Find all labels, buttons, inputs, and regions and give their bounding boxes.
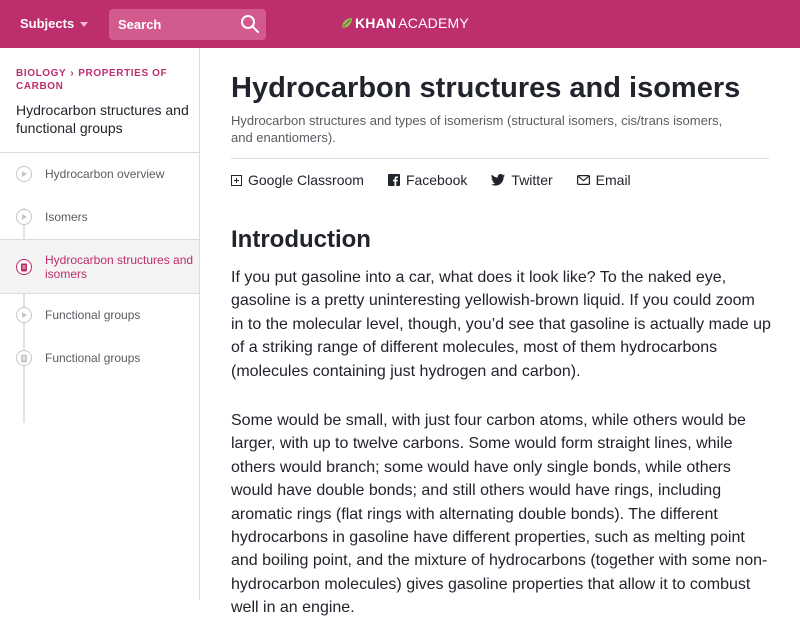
play-icon bbox=[16, 307, 32, 323]
sidebar-item-label: Hydrocarbon overview bbox=[45, 167, 165, 181]
twitter-label: Twitter bbox=[511, 172, 553, 188]
breadcrumb-biology[interactable]: BIOLOGY bbox=[16, 68, 67, 79]
sidebar-item-functional-groups-video[interactable] bbox=[0, 294, 199, 337]
page-subtitle: Hydrocarbon structures and types of isomerism (structural isomers, cis/trans isomers, and enantiomers). bbox=[231, 113, 723, 145]
search-placeholder: Search bbox=[118, 17, 162, 32]
search-input[interactable] bbox=[109, 9, 266, 40]
facebook-button[interactable] bbox=[388, 172, 467, 188]
title-divider bbox=[231, 158, 769, 159]
article-icon bbox=[16, 259, 32, 275]
logo-khan-text: KHAN bbox=[355, 15, 397, 31]
search-icon[interactable] bbox=[240, 14, 260, 34]
sidebar-item-label: Isomers bbox=[45, 210, 88, 224]
share-bar bbox=[231, 172, 655, 188]
play-icon bbox=[16, 209, 32, 225]
email-icon bbox=[577, 175, 590, 185]
intro-paragraph-1: If you put gasoline into a car, what does it look like? To the naked eye, gasoline is a pretty uninteresting yellowish-brown liquid. If you could zoom in to the molecular level, though, you’d see that gasoline is actually made up of a striking range of different molecules, most of them hydrocarbons (molecules containing just hydrogen and carbon). bbox=[231, 269, 771, 380]
tutorial-item-list bbox=[0, 153, 199, 380]
sidebar bbox=[0, 48, 200, 600]
chevron-right-icon: › bbox=[70, 68, 75, 79]
sidebar-item-isomers[interactable] bbox=[0, 196, 199, 239]
tutorial-title[interactable]: Hydrocarbon structures and functional groups bbox=[16, 102, 189, 136]
google-classroom-button[interactable] bbox=[231, 172, 364, 188]
facebook-icon bbox=[388, 174, 400, 186]
play-icon bbox=[16, 166, 32, 182]
google-classroom-label: Google Classroom bbox=[248, 172, 364, 188]
google-classroom-icon bbox=[231, 175, 242, 186]
email-button[interactable] bbox=[577, 172, 631, 188]
facebook-label: Facebook bbox=[405, 172, 468, 188]
twitter-button[interactable] bbox=[491, 172, 552, 188]
email-label: Email bbox=[595, 172, 631, 188]
khan-academy-logo[interactable] bbox=[341, 15, 469, 31]
sidebar-item-hydrocarbon-structures-and-isomers[interactable] bbox=[0, 239, 199, 294]
intro-paragraph-2: Some would be small, with just four carbon atoms, while others would be larger, with up to twelve carbons. Some would form straight lines, while others would branch; some would have only single bonds, while others would have double bonds; and still others would have rings, including aromatic rings (flat rings with alternating double bonds). The different hydrocarbons in gasoline have different properties, such as melting point and boiling point, and the mixture of hydrocarbons (together with some non-hydrocarbon molecules) gives gasoline properties that allow it to combust well in an engine. bbox=[231, 412, 768, 617]
article-icon bbox=[16, 350, 32, 366]
sidebar-item-label: Functional groups bbox=[45, 308, 141, 322]
sidebar-item-label: Hydrocarbon structures and isomers bbox=[45, 253, 194, 281]
page-title: Hydrocarbon structures and isomers bbox=[231, 72, 741, 104]
sidebar-item-hydrocarbon-overview[interactable] bbox=[0, 153, 199, 196]
top-bar bbox=[0, 0, 800, 48]
caret-down-icon bbox=[80, 22, 88, 27]
breadcrumb-properties-of-carbon[interactable]: PROPERTIES OF CARBON bbox=[16, 68, 168, 92]
sidebar-item-functional-groups-article[interactable] bbox=[0, 337, 199, 380]
sidebar-item-label: Functional groups bbox=[45, 351, 141, 365]
breadcrumb bbox=[16, 67, 186, 93]
logo-academy-text: ACADEMY bbox=[398, 15, 469, 31]
leaf-icon bbox=[341, 17, 353, 29]
subjects-menu-button[interactable] bbox=[20, 16, 88, 31]
subjects-label: Subjects bbox=[20, 16, 75, 31]
section-heading-introduction: Introduction bbox=[231, 226, 371, 253]
twitter-icon bbox=[491, 174, 505, 186]
